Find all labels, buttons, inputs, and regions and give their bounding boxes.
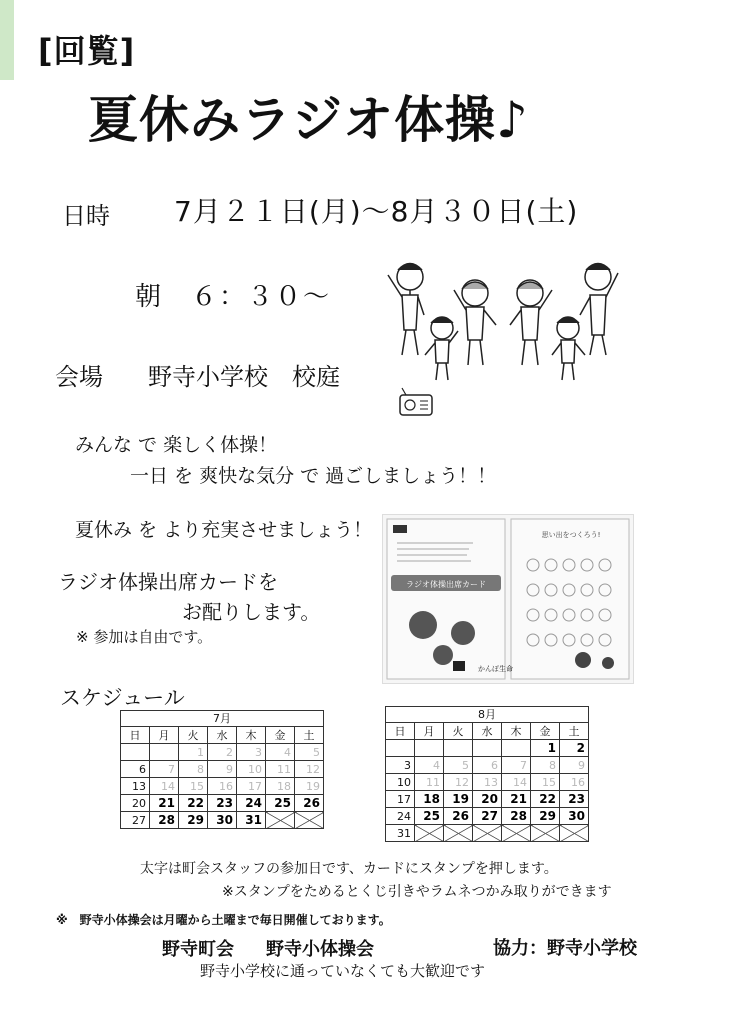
crossed-cell [560,825,589,842]
calendar-day-cell: 27 [121,812,150,829]
calendar-day-cell: 19 [444,791,473,808]
circulation-label: [回覧] [38,32,136,70]
calendar-day-cell: 6 [121,761,150,778]
weekday-header: 木 [502,723,531,740]
edge-tab [0,0,14,80]
calendar-day-cell: 17 [237,778,266,795]
calendar-day-cell: 21 [502,791,531,808]
weekday-header-row [121,727,324,744]
weekday-header: 木 [237,727,266,744]
calendar-day-cell: 1 [531,740,560,757]
footer-daily-note: ※ 野寺小体操会は月曜から土曜まで毎日開催しております。 [56,913,391,927]
calendar-day-cell: 29 [179,812,208,829]
calendar-day-cell: 24 [237,795,266,812]
calendar-day-cell: 30 [208,812,237,829]
calendar-day-cell: 31 [237,812,266,829]
calendar-day-cell: 6 [473,757,502,774]
calendar-day-cell: 8 [531,757,560,774]
calendar-day-cell: 14 [502,774,531,791]
calendar-day-cell: 12 [444,774,473,791]
calendar-day-cell: 23 [560,791,589,808]
calendar-day-cell: 14 [150,778,179,795]
calendar-day-cell: 2 [560,740,589,757]
calendar-july-grid [120,726,324,829]
calendar-day-cell: 25 [266,795,295,812]
card-text-line-1: ラジオ体操出席カードを [58,570,278,594]
calendar-day-cell: 30 [560,808,589,825]
crossed-cell [473,825,502,842]
message-line-3: 夏休み を より充実させましょう！ [75,519,373,541]
calendar-week-row [121,744,324,761]
card-image-brand: かんぽ生命 [478,665,513,673]
calendar-day-cell: 11 [266,761,295,778]
calendar-day-cell: 10 [386,774,415,791]
calendar-week-row [386,791,589,808]
calendar-august-title: 8月 [385,706,589,722]
crossed-cell [295,812,324,829]
datetime-value: 7月２１日(月)～8月３０日(土) [174,195,579,228]
participation-note: ※ 参加は自由です。 [76,628,213,646]
calendar-day-cell: 21 [150,795,179,812]
card-image-bubble: 思い出をつくろう! [541,531,601,539]
weekday-header: 火 [179,727,208,744]
calendar-day-cell: 15 [531,774,560,791]
calendar-day-cell: 20 [121,795,150,812]
weekday-header: 月 [150,727,179,744]
calendar-week-row [386,825,589,842]
footer-stamp-note: 太字は町会スタッフの参加日です、カードにスタンプを押します。 [140,861,558,877]
crossed-cell [266,812,295,829]
exercise-people-illustration [380,255,630,420]
calendar-day-cell: 23 [208,795,237,812]
weekday-header: 土 [560,723,589,740]
weekday-header: 土 [295,727,324,744]
calendar-week-row [121,761,324,778]
page-title: 夏休みラジオ体操♪ [88,91,529,149]
calendar-day-cell: 18 [415,791,444,808]
footer-prize-note: ※スタンプをためるとくじ引きやラムネつかみ取りができます [222,884,612,900]
calendar-day-cell: 4 [266,744,295,761]
crossed-cell [444,825,473,842]
calendar-day-cell: 28 [150,812,179,829]
calendar-july [120,710,324,829]
weekday-header: 金 [266,727,295,744]
weekday-header: 月 [415,723,444,740]
weekday-header: 日 [121,727,150,744]
calendar-day-cell: 18 [266,778,295,795]
calendar-week-row [386,774,589,791]
calendar-day-cell: 10 [237,761,266,778]
calendar-day-cell: 16 [208,778,237,795]
calendar-day-cell: 26 [444,808,473,825]
calendar-day-cell: 8 [179,761,208,778]
calendar-day-cell: 13 [121,778,150,795]
calendar-day-cell: 26 [295,795,324,812]
crossed-cell [531,825,560,842]
calendar-day-cell: 15 [179,778,208,795]
calendar-day-cell: 11 [415,774,444,791]
weekday-header: 水 [208,727,237,744]
calendar-week-row [121,778,324,795]
message-line-1: みんな で 楽しく体操！ [75,434,278,456]
calendar-day-cell: 27 [473,808,502,825]
weekday-header: 金 [531,723,560,740]
calendar-week-row [386,740,589,757]
calendar-day-cell: 7 [150,761,179,778]
radio-icon [400,388,432,415]
calendar-day-cell: 2 [208,744,237,761]
weekday-header: 水 [473,723,502,740]
calendar-day-cell: 22 [179,795,208,812]
crossed-cell [502,825,531,842]
start-time: 朝 ６：３０～ [135,282,332,312]
calendar-day-cell [121,744,150,761]
cooperation: 協力：野寺小学校 [493,938,637,959]
calendar-day-cell: 9 [208,761,237,778]
calendar-week-row [121,795,324,812]
card-image-title: ラジオ体操出席カード [406,580,486,589]
calendar-day-cell: 29 [531,808,560,825]
calendar-day-cell [415,740,444,757]
calendar-day-cell: 24 [386,808,415,825]
calendar-day-cell: 5 [444,757,473,774]
weekday-header: 火 [444,723,473,740]
calendar-day-cell: 16 [560,774,589,791]
datetime-label: 日時 [62,202,110,230]
attendance-card-image [382,514,634,684]
calendar-week-row [121,812,324,829]
calendar-day-cell: 13 [473,774,502,791]
weekday-header-row [386,723,589,740]
calendar-august-grid [385,722,589,842]
message-line-2: 一日 を 爽快な気分 で 過ごしましょう！！ [130,465,497,487]
schedule-heading: スケジュール [60,686,185,710]
calendar-day-cell [150,744,179,761]
calendar-day-cell: 31 [386,825,415,842]
calendar-week-row [386,808,589,825]
venue-value: 野寺小学校 校庭 [148,363,340,391]
calendar-july-title: 7月 [120,710,324,726]
calendar-day-cell: 3 [237,744,266,761]
calendar-day-cell: 3 [386,757,415,774]
calendar-day-cell: 22 [531,791,560,808]
organizer-town: 野寺町会 [162,939,234,960]
calendar-day-cell [473,740,502,757]
calendar-day-cell: 9 [560,757,589,774]
weekday-header: 日 [386,723,415,740]
calendar-day-cell: 19 [295,778,324,795]
calendar-day-cell [502,740,531,757]
calendar-august [385,706,589,842]
calendar-week-row [386,757,589,774]
calendar-day-cell: 7 [502,757,531,774]
welcome-note: 野寺小学校に通っていなくても大歓迎です [200,962,486,980]
calendar-day-cell: 25 [415,808,444,825]
calendar-day-cell: 4 [415,757,444,774]
calendar-day-cell: 5 [295,744,324,761]
crossed-cell [415,825,444,842]
card-text-line-2: お配りします。 [182,600,321,624]
calendar-day-cell [386,740,415,757]
calendar-day-cell: 1 [179,744,208,761]
calendar-day-cell: 17 [386,791,415,808]
calendar-day-cell: 28 [502,808,531,825]
calendar-day-cell: 20 [473,791,502,808]
venue-label: 会場 [55,363,103,391]
organizer-club: 野寺小体操会 [266,939,374,960]
calendar-day-cell [444,740,473,757]
calendar-day-cell: 12 [295,761,324,778]
